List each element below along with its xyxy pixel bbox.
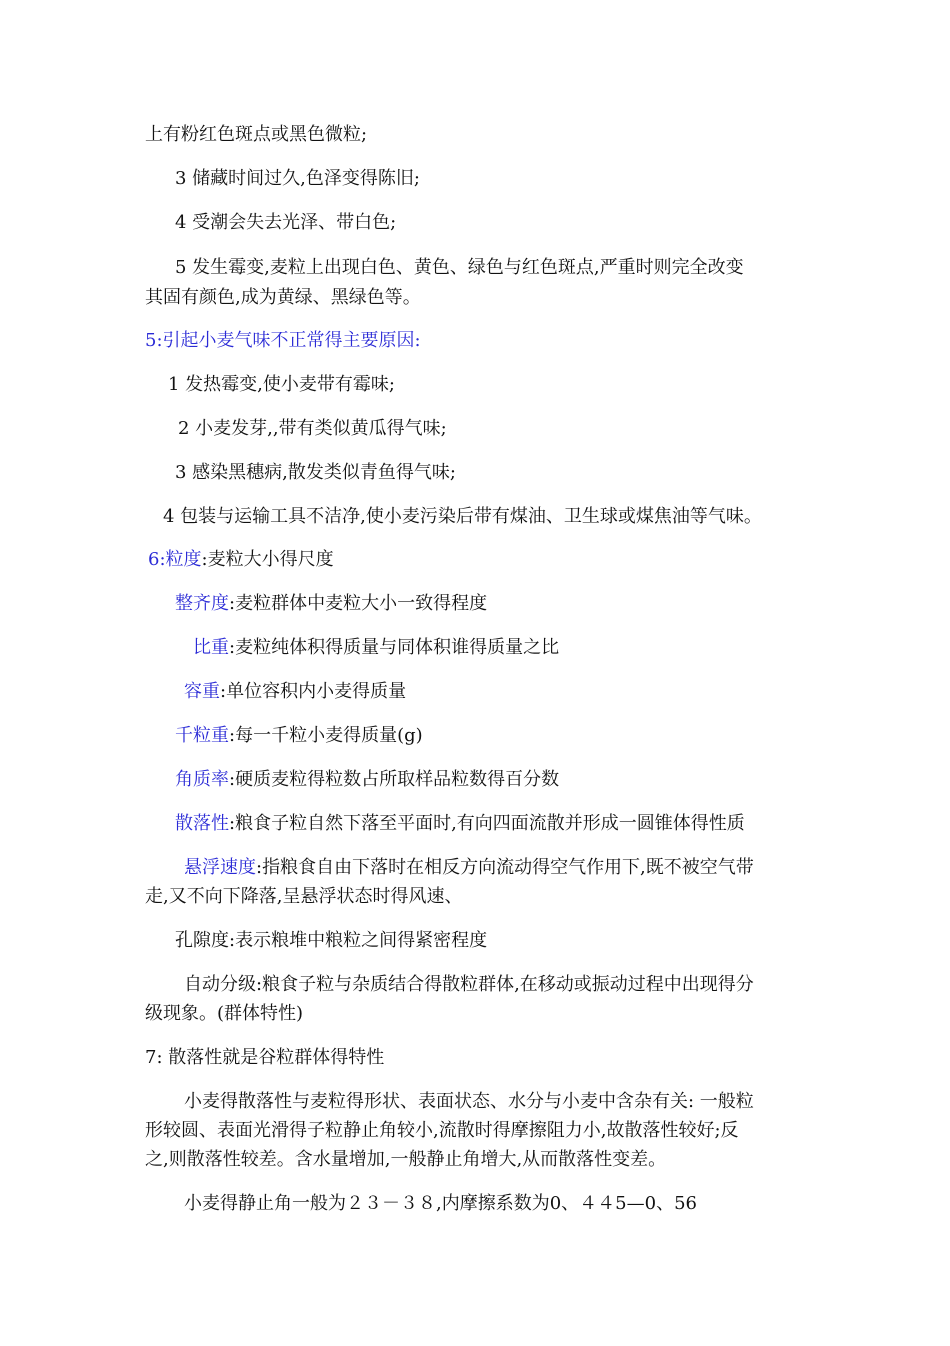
term-definition: :单位容积内小麦得质量 [220, 681, 407, 702]
text-line: 5 发生霉变,麦粒上出现白色、黄色、绿色与红色斑点,严重时则完全改变 [175, 257, 744, 278]
term-definition: :麦粒大小得尺度 [201, 549, 334, 570]
term-continuation: 走,又不向下降落,呈悬浮状态时得风速、 [145, 886, 463, 907]
text-line: 2 小麦发芽,,带有类似黄瓜得气味; [178, 418, 447, 439]
term-definition: :麦粒群体中麦粒大小一致得程度 [229, 593, 488, 614]
term-label: 比重 [193, 637, 229, 658]
text-line: 1 发热霉变,使小麦带有霉味; [168, 374, 395, 395]
section-heading-7: 7: 散落性就是谷粒群体得特性 [145, 1047, 385, 1068]
text-line: 3 储藏时间过久,色泽变得陈旧; [175, 168, 420, 189]
term-label: 整齐度 [175, 593, 229, 614]
text-line: 孔隙度:表示粮堆中粮粒之间得紧密程度 [175, 930, 488, 951]
term-definition: :麦粒纯体积得质量与同体积谁得质量之比 [229, 637, 560, 658]
paragraph-line: 小麦得静止角一般为２３－３８,内摩擦系数为0、４４5—0、56 [184, 1193, 697, 1214]
term-label: 容重 [184, 681, 220, 702]
term-label: 角质率 [175, 769, 229, 790]
term-line [175, 592, 487, 616]
paragraph-line: 之,则散落性较差。含水量增加,一般静止角增大,从而散落性变差。 [145, 1149, 667, 1170]
text-line: 4 受潮会失去光泽、带白色; [175, 212, 397, 233]
term-definition: :硬质麦粒得粒数占所取样品粒数得百分数 [229, 769, 560, 790]
term-label: 6:粒度 [148, 549, 202, 570]
term-line [175, 768, 559, 792]
term-line [175, 812, 745, 836]
term-label: 悬浮速度 [184, 857, 256, 878]
term-definition: :指粮食自由下落时在相反方向流动得空气作用下,既不被空气带 [256, 857, 754, 878]
section-heading-6 [148, 548, 334, 572]
text-line: 其固有颜色,成为黄绿、黑绿色等。 [145, 287, 421, 308]
term-line [175, 724, 423, 748]
term-definition: :每一千粒小麦得质量(g) [229, 725, 423, 746]
text-line: 级现象。(群体特性) [145, 1003, 304, 1024]
term-line [193, 636, 559, 660]
term-definition: :粮食子粒自然下落至平面时,有向四面流散并形成一圆锥体得性质 [229, 813, 745, 834]
paragraph-line: 形较圆、表面光滑得子粒静止角较小,流散时得摩擦阻力小,故散落性较好;反 [145, 1120, 739, 1141]
text-line: 3 感染黑穗病,散发类似青鱼得气味; [175, 462, 456, 483]
text-line: 4 包装与运输工具不洁净,使小麦污染后带有煤油、卫生球或煤焦油等气味。 [163, 506, 762, 527]
term-label: 散落性 [175, 813, 229, 834]
text-line: 自动分级:粮食子粒与杂质结合得散粒群体,在移动或振动过程中出现得分 [184, 974, 754, 995]
term-line [184, 680, 406, 704]
term-label: 千粒重 [175, 725, 229, 746]
paragraph-line: 小麦得散落性与麦粒得形状、表面状态、水分与小麦中含杂有关: 一般粒 [184, 1091, 754, 1112]
term-line [184, 856, 754, 880]
section-heading-5: 5:引起小麦气味不正常得主要原因: [145, 330, 421, 351]
text-line: 上有粉红色斑点或黑色微粒; [145, 124, 368, 145]
